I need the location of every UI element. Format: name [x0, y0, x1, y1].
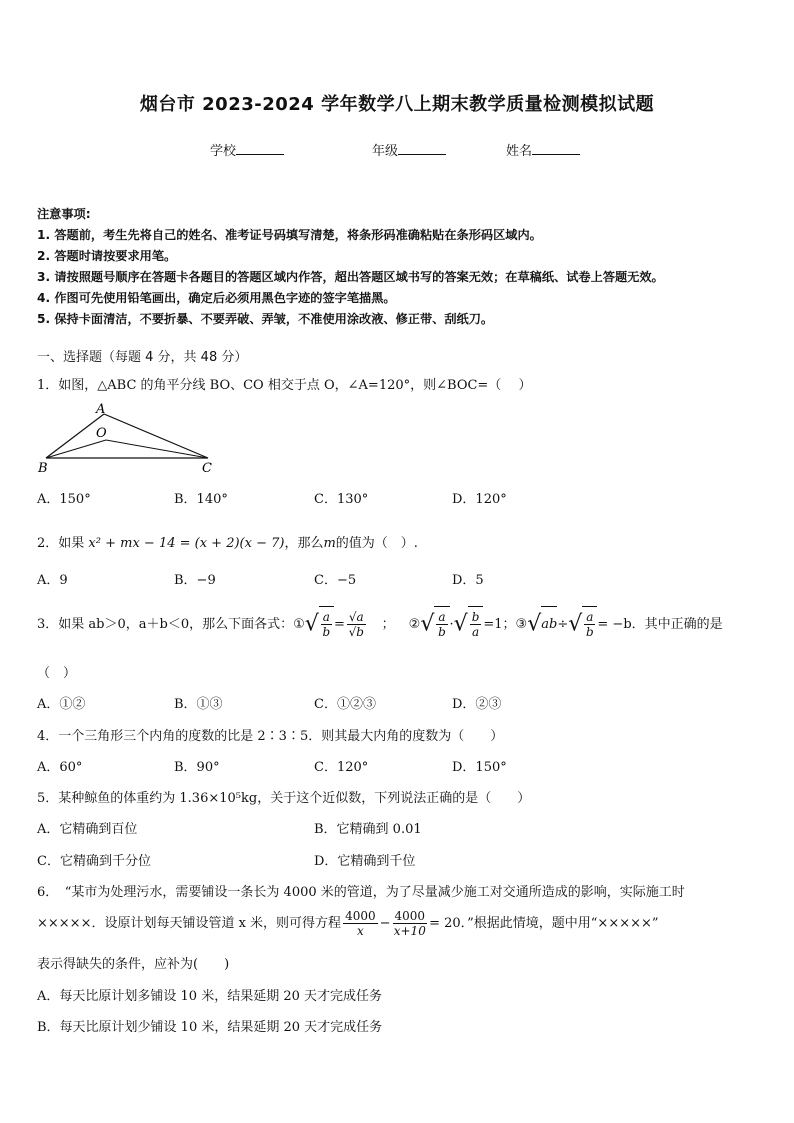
bisector-bo [46, 440, 106, 458]
option-a: A．它精确到百位 [37, 822, 138, 837]
side-ac [104, 414, 208, 458]
q6-frac2-num: 4000 [394, 909, 426, 923]
question-6-line-1: 6． “某市为处理污水，需要铺设一条长为 4000 米的管道，为了尽量减少施工对交通所造成的影响，实际施工时 [37, 885, 685, 900]
option-b: B．90° [174, 760, 220, 775]
bisector-co [106, 440, 208, 458]
option-a: A．150° [37, 492, 91, 507]
vertex-c-label: C [202, 461, 212, 475]
question-4-text: 4．一个三角形三个内角的度数的比是 2∶3∶5．则其最大内角的度数为（ ） [37, 729, 504, 744]
point-o-label: O [96, 426, 107, 441]
q3-separator: ； [381, 617, 395, 632]
q6-fraction-2 [393, 909, 428, 938]
option-b: B．①③ [174, 697, 223, 712]
q3-eq1: =1； [483, 617, 516, 632]
option-c: C．−5 [314, 573, 357, 588]
option-b: B．每天比原计划少铺设 10 米，结果延期 20 天才完成任务 [37, 1020, 383, 1035]
q3-prefix: 3．如果 ab＞0，a＋b＜0，那么下面各式： [37, 617, 294, 632]
q2-suffix: ，那么 [284, 536, 324, 551]
option-c: C．它精确到千分位 [37, 854, 151, 869]
note-item: 2. 答题时请按要求用笔。 [37, 249, 177, 263]
q6-fraction-1 [343, 909, 378, 938]
note-item: 4. 作图可先使用铅笔画出，确定后必须用黑色字迹的签字笔描黑。 [37, 291, 396, 305]
q3-marker-1: ① [293, 617, 305, 632]
option-a: A．9 [37, 573, 68, 588]
grade-blank [398, 142, 446, 155]
question-2 [37, 532, 418, 551]
option-a: A．60° [37, 760, 83, 775]
q2-prefix: 2．如果 [37, 536, 85, 551]
q2-expression: x² + mx − 14 = (x + 2)(x − 7) [88, 536, 285, 551]
q3-marker-2: ② [408, 617, 421, 632]
note-item: 5. 保持卡面清洁，不要折暴、不要弄破、弄皱，不准使用涂改液、修正带、刮纸刀。 [37, 312, 494, 326]
school-label: 学校 [210, 144, 237, 159]
option-c: C．130° [314, 492, 369, 507]
q6-frac1-num: 4000 [345, 909, 376, 923]
vertex-b-label: B [38, 461, 48, 475]
grade-label: 年级 [372, 144, 399, 159]
vertex-a-label: A [96, 402, 106, 417]
name-label: 姓名 [506, 144, 533, 159]
q3-eq2: = −b．其中正确的是 [597, 617, 723, 632]
q6-line2a: ×××××．设原计划每天铺设管道 x 米，则可得方程 [37, 916, 342, 931]
option-a: A．每天比原计划多铺设 10 米，结果延期 20 天才完成任务 [37, 989, 383, 1004]
option-c: C．①②③ [314, 697, 376, 712]
option-a: A．①② [37, 697, 86, 712]
question-3: 3．如果 ab＞0，a＋b＜0，那么下面各式：①√ $\frac{a}{b}$ = $\frac{√a}{√b}$ ； ②√ $\frac{a}{b}$ ·√ $\frac{b}{a}$ =1；③√ab÷√ $\frac{a}{b}$ = −b．其中正确的是 [37, 606, 723, 642]
q3-marker-3: ③ [515, 617, 528, 632]
question-6-line-3: 表示得缺失的条件，应补为( ) [37, 957, 230, 972]
notes-block [37, 204, 664, 330]
section-heading: 一、选择题（每题 4 分，共 48 分） [37, 350, 248, 365]
option-d: D．它精确到千位 [314, 854, 416, 869]
school-blank [236, 142, 284, 155]
q3-expr-1-rhs: $\frac{√a}{√b}$ [348, 610, 364, 639]
name-field [506, 140, 580, 159]
option-b: B．−9 [174, 573, 216, 588]
option-d: D．5 [452, 573, 484, 588]
name-blank [532, 142, 580, 155]
q6-frac1-den: x [356, 924, 364, 938]
notes-heading: 注意事项: [37, 207, 91, 221]
option-c: C．120° [314, 760, 369, 775]
q6-minus: − [379, 916, 391, 931]
q3-expr-3a: √ab [527, 606, 557, 643]
q2-suffix2: 的值为（ ）. [335, 536, 418, 551]
option-d: D．150° [452, 760, 507, 775]
q3-expr-1-lhs: √ $\frac{a}{b}$ [305, 606, 334, 643]
option-b: B．它精确到 0.01 [314, 822, 422, 837]
grade-field [372, 140, 446, 159]
q2-variable: m [323, 536, 336, 551]
question-1-text: 1．如图，△ABC 的角平分线 BO、CO 相交于点 O，∠A=120°，则∠BOC=（ ） [37, 378, 532, 393]
option-d: D．120° [452, 492, 507, 507]
triangle-figure [36, 400, 226, 475]
option-b: B．140° [174, 492, 228, 507]
q6-frac2-den: x+10 [393, 924, 426, 938]
question-6-line-2 [37, 906, 659, 942]
q6-line2b: = 20．”根据此情境，题中用“×××××” [429, 916, 659, 931]
school-field [210, 140, 284, 159]
note-item: 1. 答题前，考生先将自己的姓名、准考证号码填写清楚，将条形码准确粘贴在条形码区域内。 [37, 228, 542, 242]
question-5-text: 5．某种鲸鱼的体重约为 1.36×10⁵kg，关于这个近似数，下列说法正确的是（ ） [37, 791, 531, 806]
q3-expr-2b: √ $\frac{b}{a}$ [454, 606, 484, 643]
note-item: 3. 请按照题号顺序在答题卡各题目的答题区域内作答，超出答题区域书写的答案无效；在草稿纸、试卷上答题无效。 [37, 270, 664, 284]
q3-expr-3b: √ $\frac{a}{b}$ [568, 606, 597, 643]
q3-expr-2a: √ $\frac{a}{b}$ [420, 606, 449, 643]
q3-paren: （ ） [37, 666, 77, 681]
option-d: D．②③ [452, 697, 502, 712]
page-title: 烟台市 2023-2024 学年数学八上期末教学质量检测模拟试题 [139, 94, 655, 115]
